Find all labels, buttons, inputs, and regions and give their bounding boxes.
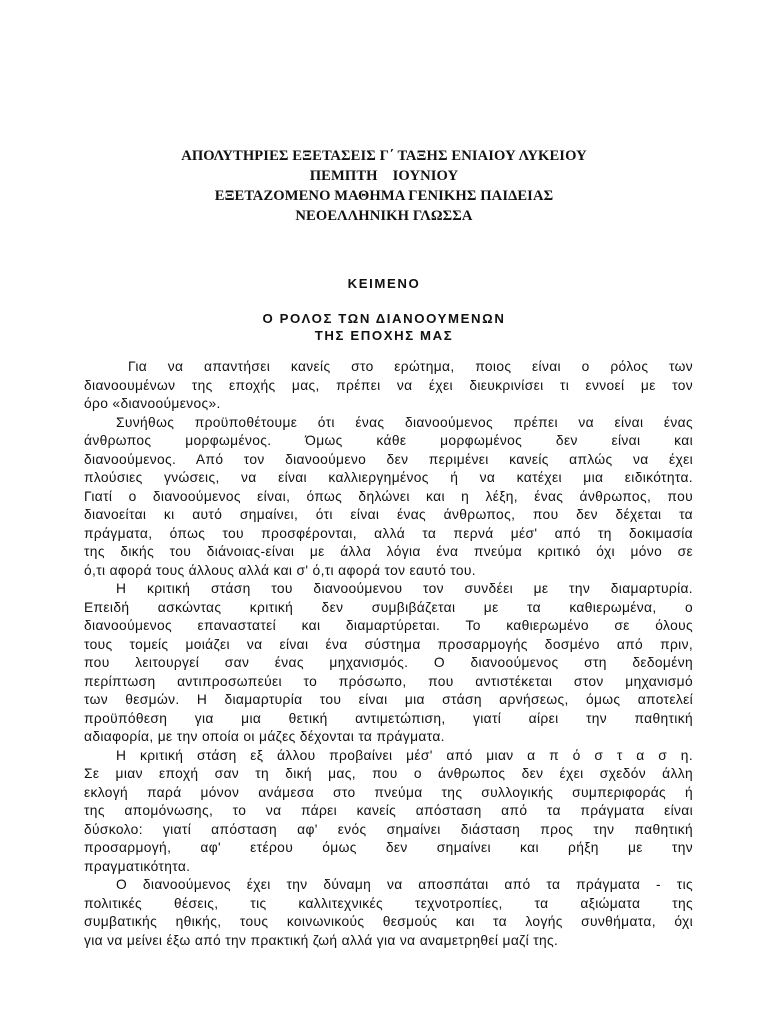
- article-title-line: Ο ΡΟΛΟΣ ΤΩΝ ΔΙΑΝΟΟΥΜΕΝΩΝ: [262, 311, 506, 326]
- body-line: για να μείνει έξω από την πρακτική ζωή αλλά για να αναμετρηθεί μαζί της.: [84, 932, 559, 948]
- body-line: Για να απαντήσει κανείς στο ερώτημα, ποιος είναι ο ρόλος των: [128, 359, 693, 374]
- body-line: Η κριτική στάση εξ άλλου προβαίνει μέσ' από μιαν α π ό σ τ α σ η.: [116, 747, 693, 763]
- exam-header-line: ΠΕΜΠΤΗ ΙΟΥΝΙΟΥ: [309, 168, 459, 184]
- body-line: Η κριτική στάση του διανοούμενου τον συνδέει με την διαμαρτυρία.: [116, 581, 693, 596]
- body-line: που λειτουργεί σαν ένας μηχανισμός. Ο διανοούμενος στη δεδομένη: [84, 655, 693, 670]
- body-line: Επειδή ασκώντας κριτική δεν συμβιβάζεται με τα καθιερωμένα, ο: [84, 599, 693, 615]
- body-line: Ο διανοούμενος έχει την δύναμη να αποσπάται από τα πράγματα - τις: [116, 877, 693, 892]
- exam-header-line: ΝΕΟΕΛΛΗΝΙΚΗ ΓΛΩΣΣΑ: [295, 208, 473, 224]
- body-line: Γιατί ο διανοούμενος είναι, όπως δηλώνει και η λέξη, ένας άνθρωπος, που: [84, 488, 693, 504]
- body-line: αδιαφορία, με την οποία οι μάζες δέχονται τα πράγματα.: [84, 729, 445, 744]
- body-line: άνθρωπος μορφωμένος. Όμως κάθε μορφωμένος δεν είναι και: [84, 433, 693, 448]
- body-line: Σε μιαν εποχή σαν τη δική μας, που ο άνθρωπος δεν έχει σχεδόν άλλη: [84, 766, 693, 781]
- section-label: ΚΕΙΜΕΝΟ: [347, 276, 421, 291]
- body-line: ό,τι αφορά τους άλλους αλλά και σ' ό,τι αφορά τον εαυτό του.: [84, 562, 476, 578]
- body-line: των θεσμών. Η διαμαρτυρία του είναι μια στάση αρνήσεως, όμως αποτελεί: [84, 692, 693, 707]
- body-line: συμβατικής ηθικής, τους κοινωνικούς θεσμούς και τα λογής συνθήματα, όχι: [84, 914, 693, 929]
- body-line: της δικής του διάνοιας-είναι με άλλα λόγια ένα πνεύμα κριτικό όχι μόνο σε: [84, 544, 693, 559]
- article-body: [84, 358, 693, 950]
- article-title-line: ΤΗΣ ΕΠΟΧΗΣ ΜΑΣ: [314, 328, 454, 343]
- body-line: προσαρμογή, αφ' ετέρου όμως δεν σημαίνει και ρήξη με την: [84, 840, 693, 855]
- exam-header: [0, 146, 768, 226]
- body-line: της απομόνωσης, το να πάρει κανείς απόσταση από τα πράγματα είναι: [84, 803, 693, 818]
- body-line: δύσκολο: γιατί απόσταση αφ' ενός σημαίνει διάσταση προς την παθητική: [84, 821, 693, 837]
- body-line: όρο «διανοούμενος».: [84, 396, 221, 411]
- body-line: διανοούμενος. Από τον διανοούμενο δεν περιμένει κανείς απλώς να έχει: [84, 451, 693, 467]
- body-line: διανοούμενος επαναστατεί και διαμαρτύρεται. Το καθιερωμένο σε όλους: [84, 618, 693, 633]
- body-line: πολιτικές θέσεις, τις καλλιτεχνικές τεχνοτροπίες, τα αξιώματα της: [84, 895, 693, 911]
- body-line: τους τομείς μοιάζει να είναι ένα σύστημα προσαρμογής δοσμένο από πριν,: [84, 636, 693, 652]
- body-line: Συνήθως προϋποθέτουμε ότι ένας διανοούμενος πρέπει να είναι ένας: [116, 414, 693, 430]
- body-line: πράγματα, όπως του προσφέρονται, αλλά τα περνά μέσ' από τη δοκιμασία: [84, 525, 693, 541]
- article-title: [0, 310, 768, 344]
- body-line: διανοουμένων της εποχής μας, πρέπει να έχει διευκρινίσει τι εννοεί με τον: [84, 377, 693, 393]
- exam-header-line: ΑΠΟΛΥΤΗΡΙΕΣ ΕΞΕΤΑΣΕΙΣ Γ΄ ΤΑΞΗΣ ΕΝΙΑΙΟΥ ΛΥΚΕΙΟΥ: [181, 148, 587, 164]
- body-line: πραγματικότητα.: [84, 858, 191, 874]
- body-line: πλούσιες γνώσεις, να είναι καλλιεργημένος ή να κατέχει μια ειδικότητα.: [84, 470, 693, 485]
- body-line: εκλογή παρά μόνον ανάμεσα στο πνεύμα της συλλογικής συμπεριφοράς ή: [84, 784, 693, 800]
- body-line: διανοείται κι αυτό σημαίνει, ότι είναι ένας άνθρωπος, που δεν δέχεται τα: [84, 507, 693, 522]
- exam-header-line: ΕΞΕΤΑΖΟΜΕΝΟ ΜΑΘΗΜΑ ΓΕΝΙΚΗΣ ΠΑΙΔΕΙΑΣ: [214, 188, 554, 204]
- body-line: περίπτωση αντιπροσωπεύει το πρόσωπο, που αντιστέκεται στον μηχανισμό: [84, 673, 693, 689]
- body-line: προϋπόθεση για μια θετική αντιμετώπιση, γιατί αίρει την παθητική: [84, 710, 693, 726]
